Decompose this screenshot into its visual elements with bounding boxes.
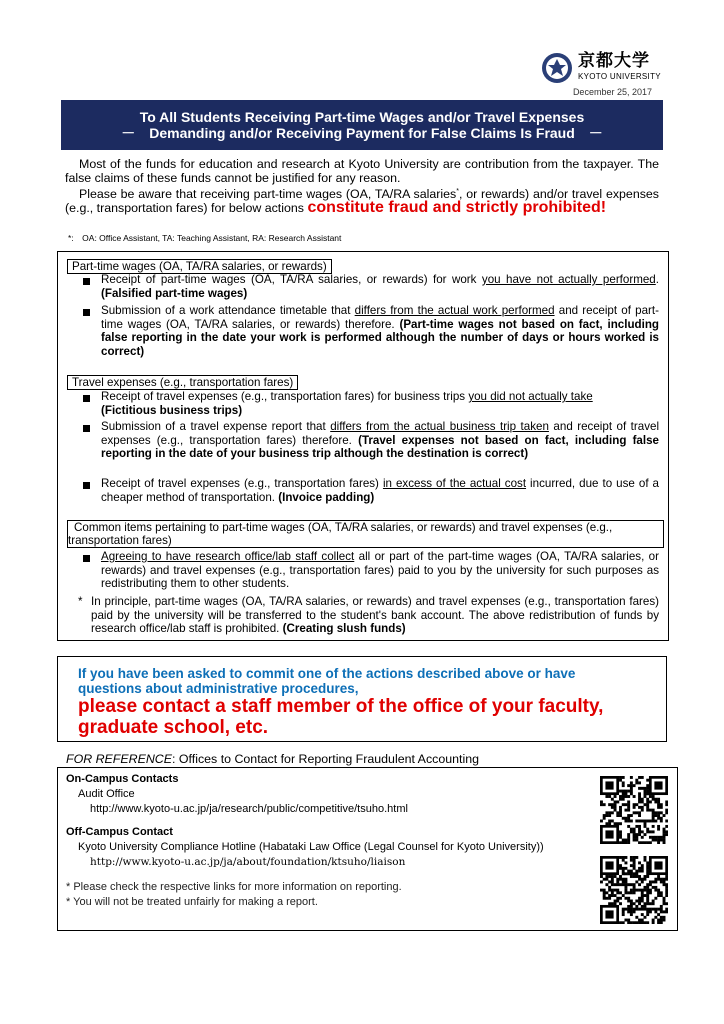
audit-office: Audit Office [78,788,135,800]
wages-item-2 [101,304,659,358]
reference-heading-text: : Offices to Contact for Reporting Fraudulent Accounting [172,752,479,766]
contact-box [57,656,667,742]
reporting-note-1: * Please check the respective links for more information on reporting. [66,881,402,893]
intro-paragraph-2 [65,185,659,215]
university-emblem-icon [541,52,573,84]
section-title-wages: Part-time wages (OA, TA/RA salaries, or rewards) [67,259,332,274]
common-note-label: (Creating slush funds) [282,622,406,636]
travel-item-3-text-b: incurred, due to use of a cheaper method of transportation. [101,477,659,504]
qr-code-icon[interactable] [600,856,668,924]
bullet-icon [83,395,90,402]
reference-box [57,767,678,931]
intro-p2-text-a: Please be aware that receiving part-time wages (OA, TA/RA salaries [79,187,457,202]
travel-item-3-label: (Invoice padding) [278,490,375,504]
compliance-hotline-link[interactable]: http://www.kyoto-u.ac.jp/ja/about/foundation/ktsuho/liaison [90,856,406,868]
travel-item-3-text: Receipt of travel expenses (e.g., transportation fares) [101,477,383,490]
travel-item-2-label: (Travel expenses not based on fact, including false reporting in the date of your business trip although the destination is correct) [101,433,660,461]
bullet-icon [83,278,90,285]
bullet-icon [83,555,90,562]
wages-item-2-text-b: and receipt of part-time wages (OA, TA/RA salaries, or rewards) therefore. [101,304,659,331]
travel-item-1 [101,390,659,417]
intro-text [65,157,659,215]
section-title-travel: Travel expenses (e.g., transportation fares) [67,375,298,390]
travel-item-2-underlined: differs from the actual business trip taken [330,420,549,433]
common-note [91,595,659,636]
banner-title-line1: To All Students Receiving Part-time Wages and/or Travel Expenses [139,109,585,125]
travel-item-2-text-b: and receipt of travel expenses (e.g., transportation fares) therefore. [101,420,660,447]
travel-item-3 [101,477,659,504]
travel-item-1-text: Receipt of travel expenses (e.g., transportation fares) for business trips [101,390,469,403]
travel-item-3-underlined: in excess of the actual cost [382,477,527,490]
bullet-icon [83,482,90,489]
logo-japanese-text: 京都大学 [578,51,650,71]
travel-item-2-text: Submission of a travel expense report that [101,420,331,433]
wages-item-1-text: Receipt of part-time wages (OA, TA/RA salaries, or rewards) for work [101,273,482,286]
kyoto-university-logo [541,50,665,86]
reference-heading [66,752,479,766]
fraud-warning: constitute fraud and strictly prohibited! [307,199,607,217]
document-date: December 25, 2017 [572,87,652,97]
logo-english-text: KYOTO UNIVERSITY [578,72,661,81]
wages-item-2-text: Submission of a work attendance timetable that [101,304,355,317]
qr-code-icon[interactable] [600,776,668,844]
note-asterisk: * [78,595,83,608]
compliance-hotline: Kyoto University Compliance Hotline (Habataki Law Office (Legal Counsel for Kyoto University)) [78,841,544,853]
intro-p2-text-b: , or rewards) and/or travel expenses (e.g., transportation fares) for below actions [65,187,660,216]
travel-item-1-underlined: you did not actually take [468,390,593,403]
common-item-1-underlined: Agreeing to have research office/lab staff collect [101,550,355,563]
prohibited-actions-box [57,251,669,641]
wages-item-1 [101,273,659,300]
intro-paragraph-1: Most of the funds for education and research at Kyoto University are contribution from the taxpayer. The false claims of these funds cannot be justified for any reason. [65,157,659,185]
travel-item-1-label: (Fictitious business trips) [101,403,243,417]
common-item-1-text: all or part of the part-time wages (OA, TA/RA salaries, or rewards) and travel expenses (e.g., transportation fares) paid to you by the university for such purposes as redistributing them to other students. [101,550,659,591]
common-item-1 [101,550,659,591]
travel-item-2 [101,420,659,461]
common-note-text: In principle, part-time wages (OA, TA/RA salaries, or rewards) and travel expenses (e.g., transportation fares) paid by the university will be transferred to the student's bank account. The above redistribution of funds by research office/lab staff is prohibited. [91,595,659,636]
wages-item-2-label: (Part-time wages not based on fact, including false reporting in the date your work is performed although the number of days or hours worked is correct) [101,317,659,358]
wages-item-1-label: (Falsified part-time wages) [101,286,248,300]
wages-item-1-text-b: . [655,273,659,286]
reference-heading-italic: FOR REFERENCE [66,752,173,766]
wages-item-2-underlined: differs from the actual work performed [354,304,555,317]
wages-item-1-underlined: you have not actually performed [481,273,656,286]
contact-instruction: please contact a staff member of the office of your faculty, graduate school, etc. [78,696,604,738]
bullet-icon [83,309,90,316]
off-campus-title: Off-Campus Contact [66,826,173,838]
role-footnote: *: OA: Office Assistant, TA: Teaching Assistant, RA: Research Assistant [68,233,342,243]
bullet-icon [83,425,90,432]
audit-office-link[interactable]: http://www.kyoto-u.ac.jp/ja/research/public/competitive/tsuho.html [90,803,408,815]
banner-title-line2: － Demanding and/or Receiving Payment for False Claims Is Fraud － [121,125,603,141]
title-banner [61,100,663,150]
reporting-note-2: * You will not be treated unfairly for making a report. [66,896,318,908]
on-campus-title: On-Campus Contacts [66,773,179,785]
section-title-common: Common items pertaining to part-time wages (OA, TA/RA salaries, or rewards) and travel expenses (e.g., transportation fares) [67,520,664,548]
contact-prompt: If you have been asked to commit one of the actions described above or have questions about administrative procedures, [78,666,576,696]
asterisk-footnote-mark: * [456,188,459,195]
